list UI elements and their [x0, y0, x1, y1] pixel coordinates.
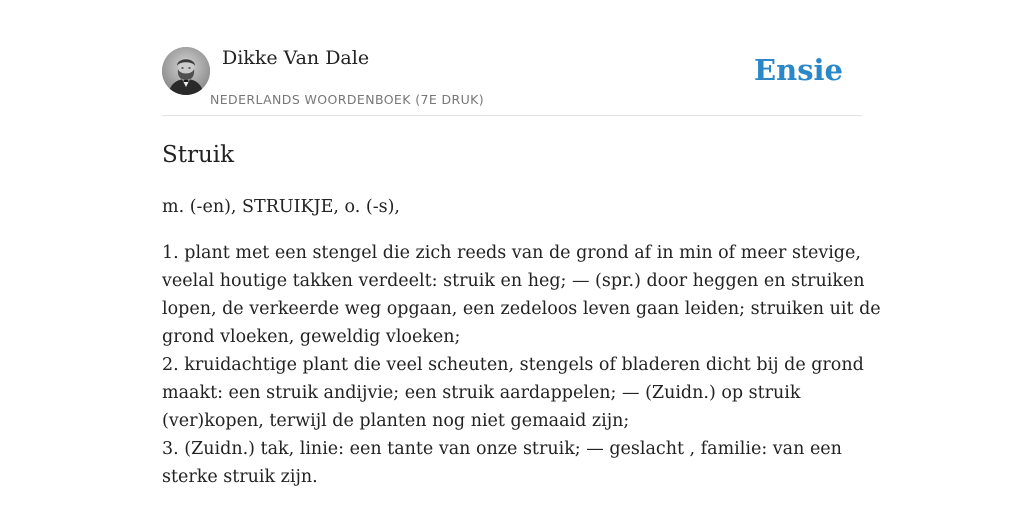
definition-line: lopen, de verkeerde weg opgaan, een zedeloos leven gaan leiden; struiken uit de	[162, 299, 881, 319]
header	[162, 0, 862, 116]
definition-text	[162, 239, 881, 491]
page-container	[162, 0, 881, 487]
source-label: NEDERLANDS WOORDENBOEK (7E DRUK)	[210, 92, 485, 107]
entry-title: Struik	[162, 142, 235, 168]
definition-line: veelal houtige takken verdeelt: struik en heg; — (spr.) door heggen en struiken	[162, 271, 865, 291]
definition-line: grond vloeken, geweldig vloeken;	[162, 327, 461, 347]
definition-line: sterke struik zijn.	[162, 467, 318, 487]
definition-line: maakt: een struik andijvie; een struik aardappelen; — (Zuidn.) op struik	[162, 383, 801, 403]
avatar[interactable]	[162, 47, 210, 95]
definition-line: 1. plant met een stengel die zich reeds van de grond af in min of meer stevige,	[162, 243, 861, 263]
definition-line: 3. (Zuidn.) tak, linie: een tante van onze struik; — geslacht , familie: van een	[162, 439, 842, 459]
brand-logo[interactable]: Ensie	[754, 53, 843, 87]
grammar-info: m. (-en), STRUIKJE, o. (-s),	[162, 197, 400, 217]
author-name[interactable]: Dikke Van Dale	[222, 47, 370, 69]
definition-line: 2. kruidachtige plant die veel scheuten, stengels of bladeren dicht bij de grond	[162, 355, 864, 375]
definition-line: (ver)kopen, terwijl de planten nog niet gemaaid zijn;	[162, 411, 630, 431]
portrait-image	[162, 47, 210, 95]
